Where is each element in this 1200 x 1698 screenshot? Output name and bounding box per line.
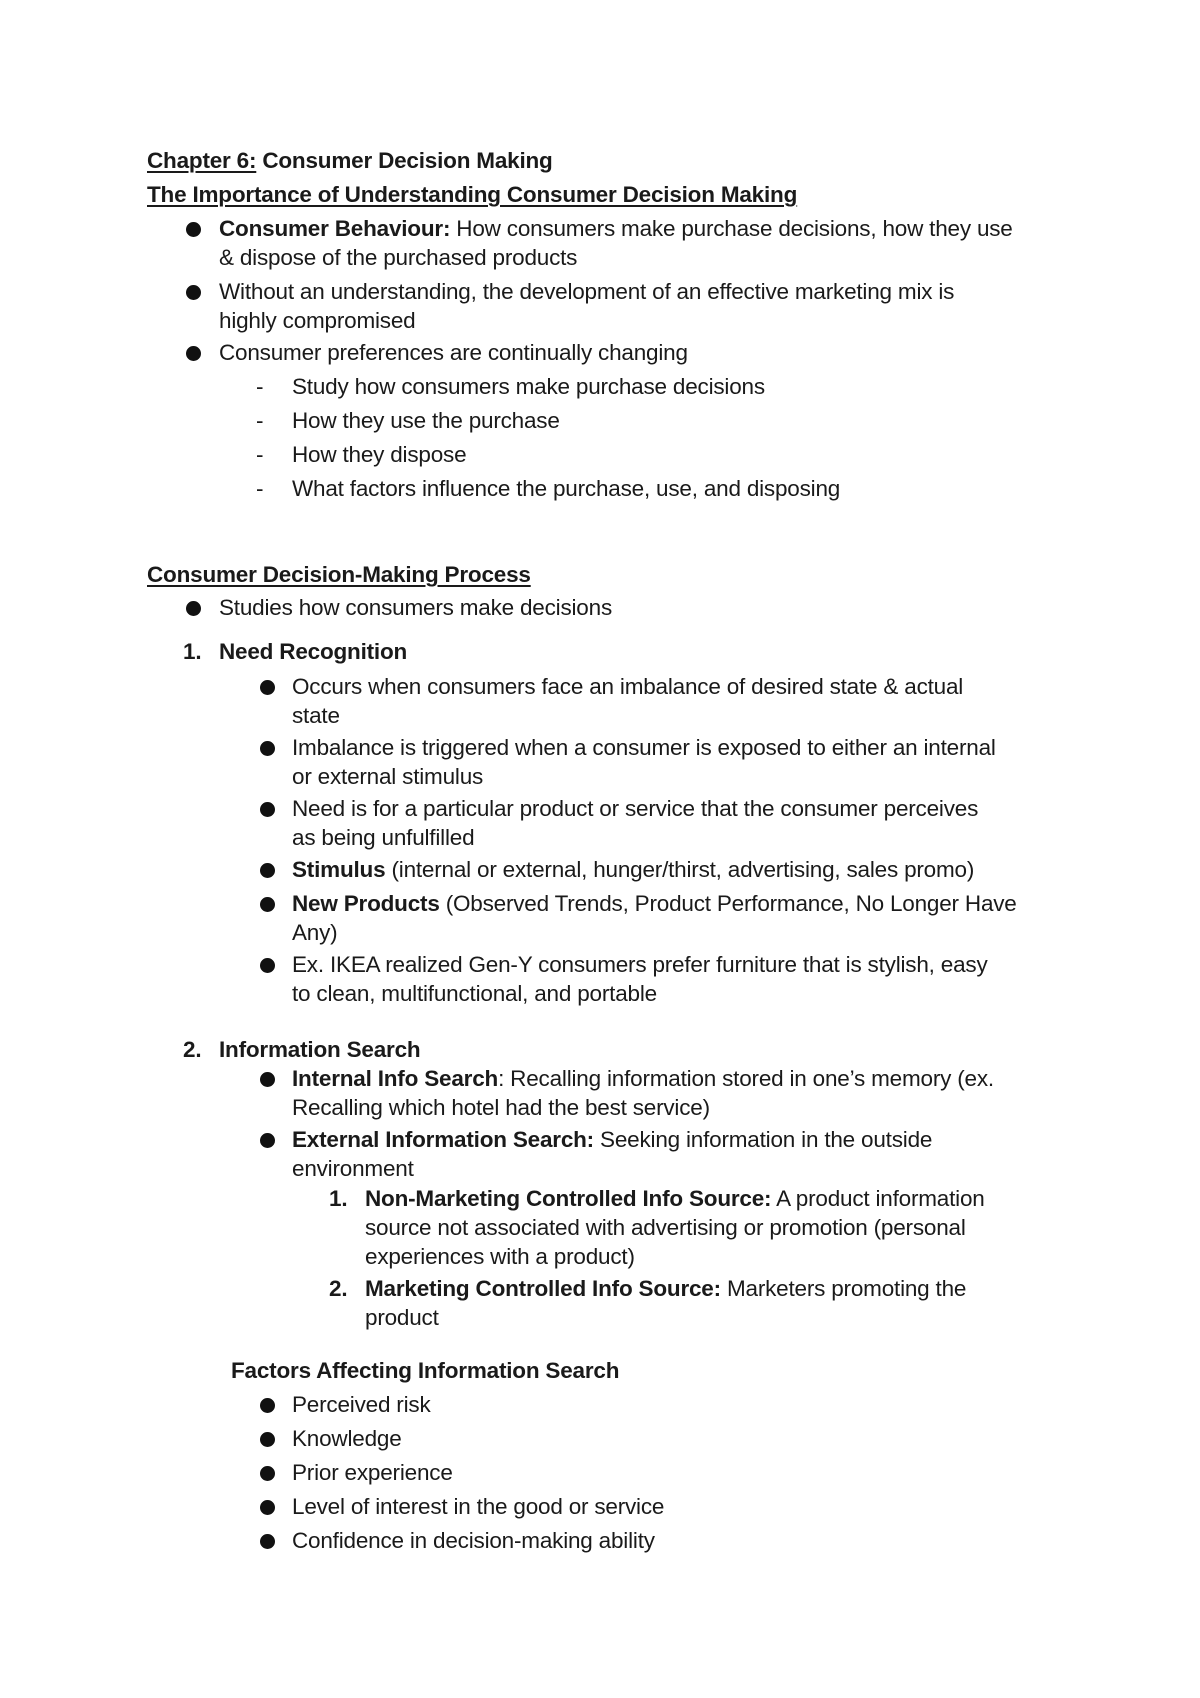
bullet-text-continued: highly compromised (219, 308, 416, 333)
step-title-need-recognition: Need Recognition (219, 639, 408, 664)
sub-item-text-continued: product (365, 1305, 439, 1330)
dash-item: How they use the purchase (292, 408, 560, 433)
bullet-ikea-example: Ex. IKEA realized Gen-Y consumers prefer furniture that is stylish, easy (292, 952, 988, 977)
factors-heading: Factors Affecting Information Search (231, 1358, 620, 1383)
bullet-icon (260, 680, 275, 695)
dash-item: What factors influence the purchase, use, and disposing (292, 476, 841, 501)
sub-item-marketing (365, 1274, 966, 1304)
text: (Observed Trends, Product Performance, No Longer Have (439, 891, 1017, 916)
term: Marketing Controlled Info Source: (365, 1276, 721, 1301)
bullet-text-continued: Any) (292, 920, 338, 945)
dash-marker: - (256, 442, 264, 467)
factor-item: Perceived risk (292, 1392, 431, 1417)
term: Internal Info Search (292, 1066, 499, 1091)
bullet-preferences: Consumer preferences are continually changing (219, 340, 688, 365)
step-number: 2. (183, 1037, 202, 1062)
dash-marker: - (256, 408, 264, 433)
bullet-icon (260, 863, 275, 878)
bullet-external-search (292, 1125, 932, 1155)
bullet-icon (260, 958, 275, 973)
bullet-icon (186, 285, 201, 300)
factor-item: Confidence in decision-making ability (292, 1528, 655, 1553)
term: Non-Marketing Controlled Info Source: (365, 1186, 772, 1211)
term: Stimulus (292, 857, 386, 882)
text: (internal or external, hunger/thirst, advertising, sales promo) (385, 857, 975, 882)
term: External Information Search: (292, 1127, 594, 1152)
bullet-icon (186, 346, 201, 361)
bullet-icon (260, 741, 275, 756)
chapter-label: Chapter 6: (147, 148, 257, 173)
bullet-text-continued: Recalling which hotel had the best service) (292, 1095, 710, 1120)
text: How consumers make purchase decisions, how they use (450, 216, 1013, 241)
dash-item: Study how consumers make purchase decisions (292, 374, 765, 399)
dash-marker: - (256, 374, 264, 399)
bullet-icon (260, 1072, 275, 1087)
bullet-icon (260, 1133, 275, 1148)
bullet-studies: Studies how consumers make decisions (219, 595, 612, 620)
bullet-icon (260, 1398, 275, 1413)
text: Seeking information in the outside (593, 1127, 933, 1152)
term: Consumer Behaviour: (219, 216, 451, 241)
bullet-stimulus (292, 855, 974, 885)
bullet-icon (260, 1432, 275, 1447)
bullet-text-continued: & dispose of the purchased products (219, 245, 578, 270)
step-number: 1. (183, 639, 202, 664)
bullet-marketing-mix: Without an understanding, the development of an effective marketing mix is (219, 279, 955, 304)
dash-item: How they dispose (292, 442, 467, 467)
text: : Recalling information stored in one’s memory (ex. (498, 1066, 994, 1091)
sub-item-text-continued: experiences with a product) (365, 1244, 635, 1269)
bullet-icon (260, 897, 275, 912)
bullet-new-products (292, 889, 1017, 919)
step-title-information-search: Information Search (219, 1037, 421, 1062)
text: Marketers promoting the (720, 1276, 967, 1301)
chapter-name: Consumer Decision Making (262, 148, 553, 173)
bullet-internal-search (292, 1064, 994, 1094)
bullet-text-continued: to clean, multifunctional, and portable (292, 981, 657, 1006)
bullet-occurs: Occurs when consumers face an imbalance of desired state & actual (292, 674, 964, 699)
text: A product information (771, 1186, 985, 1211)
sub-step-number: 2. (329, 1276, 348, 1301)
factor-item: Prior experience (292, 1460, 453, 1485)
factor-item: Knowledge (292, 1426, 402, 1451)
bullet-consumer-behaviour (219, 214, 1013, 244)
bullet-text-continued: state (292, 703, 340, 728)
dash-marker: - (256, 476, 264, 501)
bullet-icon (186, 222, 201, 237)
bullet-icon (260, 1466, 275, 1481)
bullet-text-continued: or external stimulus (292, 764, 484, 789)
sub-item-non-marketing (365, 1184, 985, 1214)
bullet-icon (186, 601, 201, 616)
bullet-imbalance: Imbalance is triggered when a consumer is exposed to either an internal (292, 735, 996, 760)
bullet-icon (260, 802, 275, 817)
sub-step-number: 1. (329, 1186, 348, 1211)
bullet-text-continued: as being unfulfilled (292, 825, 475, 850)
bullet-icon (260, 1500, 275, 1515)
bullet-need: Need is for a particular product or service that the consumer perceives (292, 796, 979, 821)
section-heading-importance: The Importance of Understanding Consumer Decision Making (147, 182, 798, 207)
sub-item-text-continued: source not associated with advertising or promotion (personal (365, 1215, 966, 1240)
term: New Products (292, 891, 440, 916)
bullet-text-continued: environment (292, 1156, 414, 1181)
chapter-title (147, 146, 553, 176)
factor-item: Level of interest in the good or service (292, 1494, 665, 1519)
bullet-icon (260, 1534, 275, 1549)
section-heading-process: Consumer Decision-Making Process (147, 562, 531, 587)
